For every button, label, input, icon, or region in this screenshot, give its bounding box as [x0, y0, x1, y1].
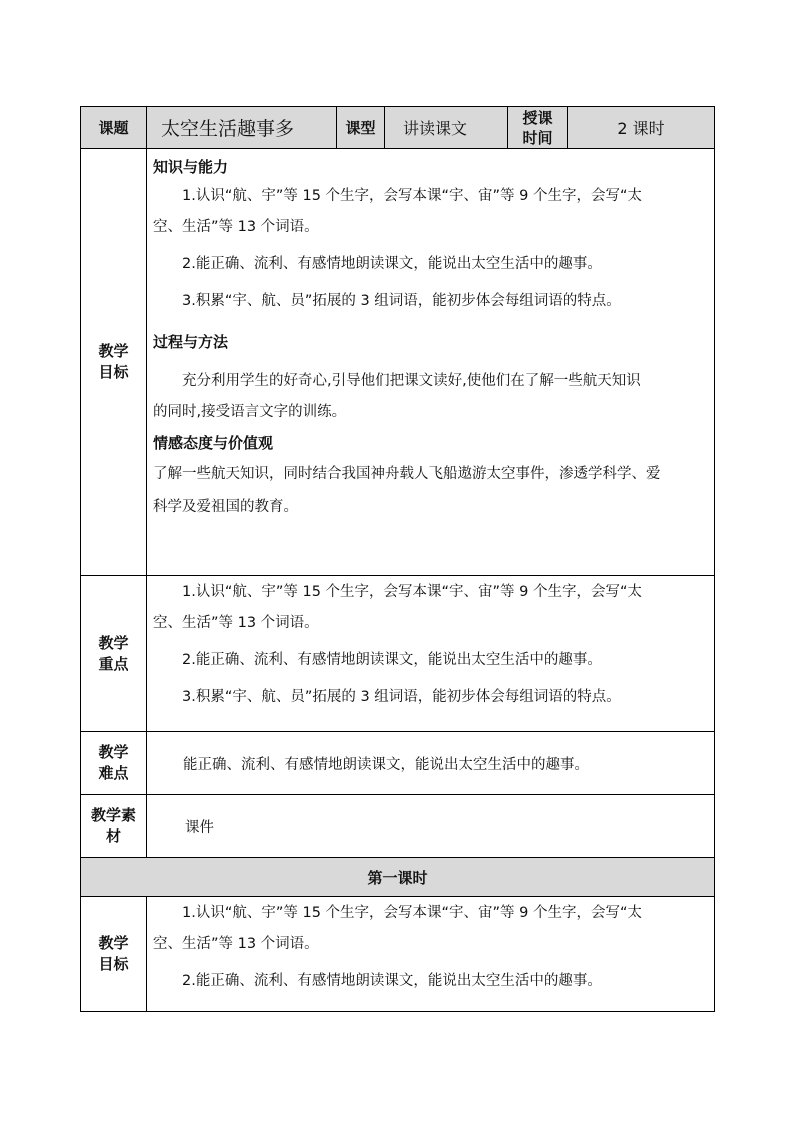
objectives-label-line1: 教学: [98, 342, 129, 360]
time-label: [508, 107, 568, 149]
process-line1: 充分利用学生的好奇心,引导他们把课文读好,使他们在了解一些航天知识: [182, 373, 641, 389]
key-points-label: [81, 576, 147, 732]
time-label-line2: 时间: [522, 128, 553, 147]
objectives-label: [81, 149, 147, 576]
key-points-label-line2: 重点: [98, 654, 129, 673]
objectives-label-line2: 目标: [98, 363, 129, 381]
objective-item-1-line1: 1.认识“航、宇”等 15 个生字，会写本课“宇、宙”等 9 个生字，会写“太: [182, 188, 643, 204]
lesson1-heading-row: [81, 858, 715, 897]
lesson1-item-1-line2: 空、生活”等 13 个词语。: [153, 936, 319, 952]
key-point-item-3: 3.积累“宇、航、员”拓展的 3 组词语，能初步体会每组词语的特点。: [182, 689, 621, 705]
lesson1-item-1-line1: 1.认识“航、宇”等 15 个生字，会写本课“宇、宙”等 9 个生字，会写“太: [182, 905, 643, 921]
lesson-plan-page: [80, 106, 714, 1012]
key-point-item-1-line1: 1.认识“航、宇”等 15 个生字，会写本课“宇、宙”等 9 个生字，会写“太: [182, 584, 643, 600]
time-value: 2 课时: [568, 107, 715, 149]
type-value: 讲读课文: [385, 107, 508, 149]
objective-item-1-line2: 空、生活”等 13 个词语。: [153, 219, 319, 235]
materials-label: [81, 795, 147, 858]
emotion-heading: 情感态度与价值观: [153, 434, 274, 452]
difficulties-label-line1: 教学: [98, 743, 129, 761]
time-label-line1: 授课: [522, 108, 553, 127]
objectives-content: [147, 149, 715, 576]
emotion-line2: 科学及爱祖国的教育。: [153, 499, 298, 515]
emotion-line1: 了解一些航天知识，同时结合我国神舟载人飞船遨游太空事件，渗透学科学、爱: [153, 466, 661, 482]
title-label: 课题: [81, 107, 147, 149]
materials-content: 课件: [147, 795, 715, 858]
knowledge-heading: 知识与能力: [153, 158, 229, 176]
title-value: 太空生活趣事多: [147, 107, 337, 149]
process-line2: 的同时,接受语言文字的训练。: [153, 404, 347, 420]
lesson1-objectives-row: [81, 897, 715, 1012]
objective-item-2: 2.能正确、流利、有感情地朗读课文，能说出太空生活中的趣事。: [182, 256, 602, 272]
lesson1-item-2: 2.能正确、流利、有感情地朗读课文，能说出太空生活中的趣事。: [182, 973, 602, 989]
lesson1-objectives-content: [147, 897, 715, 1012]
lesson1-objectives-label-line1: 教学: [98, 934, 129, 952]
materials-row: [81, 795, 715, 858]
lesson1-objectives-label: [81, 897, 147, 1012]
materials-label-line1: 教学素: [90, 806, 136, 824]
key-points-row: [81, 576, 715, 732]
key-points-label-line1: 教学: [98, 633, 129, 652]
lesson1-heading: 第一课时: [81, 858, 715, 897]
difficulties-label-line2: 难点: [98, 764, 129, 782]
key-point-item-1-line2: 空、生活”等 13 个词语。: [153, 615, 319, 631]
difficulties-content: 能正确、流利、有感情地朗读课文，能说出太空生活中的趣事。: [147, 732, 715, 795]
key-points-content: [147, 576, 715, 732]
process-heading: 过程与方法: [153, 333, 229, 351]
objective-item-3: 3.积累“宇、航、员”拓展的 3 组词语，能初步体会每组词语的特点。: [182, 293, 621, 309]
objectives-row: [81, 149, 715, 576]
difficulties-row: [81, 732, 715, 795]
lesson-plan-table: [80, 106, 715, 1012]
key-point-item-2: 2.能正确、流利、有感情地朗读课文，能说出太空生活中的趣事。: [182, 652, 602, 668]
header-row: [81, 107, 715, 149]
materials-label-line2: 材: [105, 827, 121, 845]
difficulties-label: [81, 732, 147, 795]
type-label: 课型: [337, 107, 385, 149]
lesson1-objectives-label-line2: 目标: [98, 955, 129, 973]
